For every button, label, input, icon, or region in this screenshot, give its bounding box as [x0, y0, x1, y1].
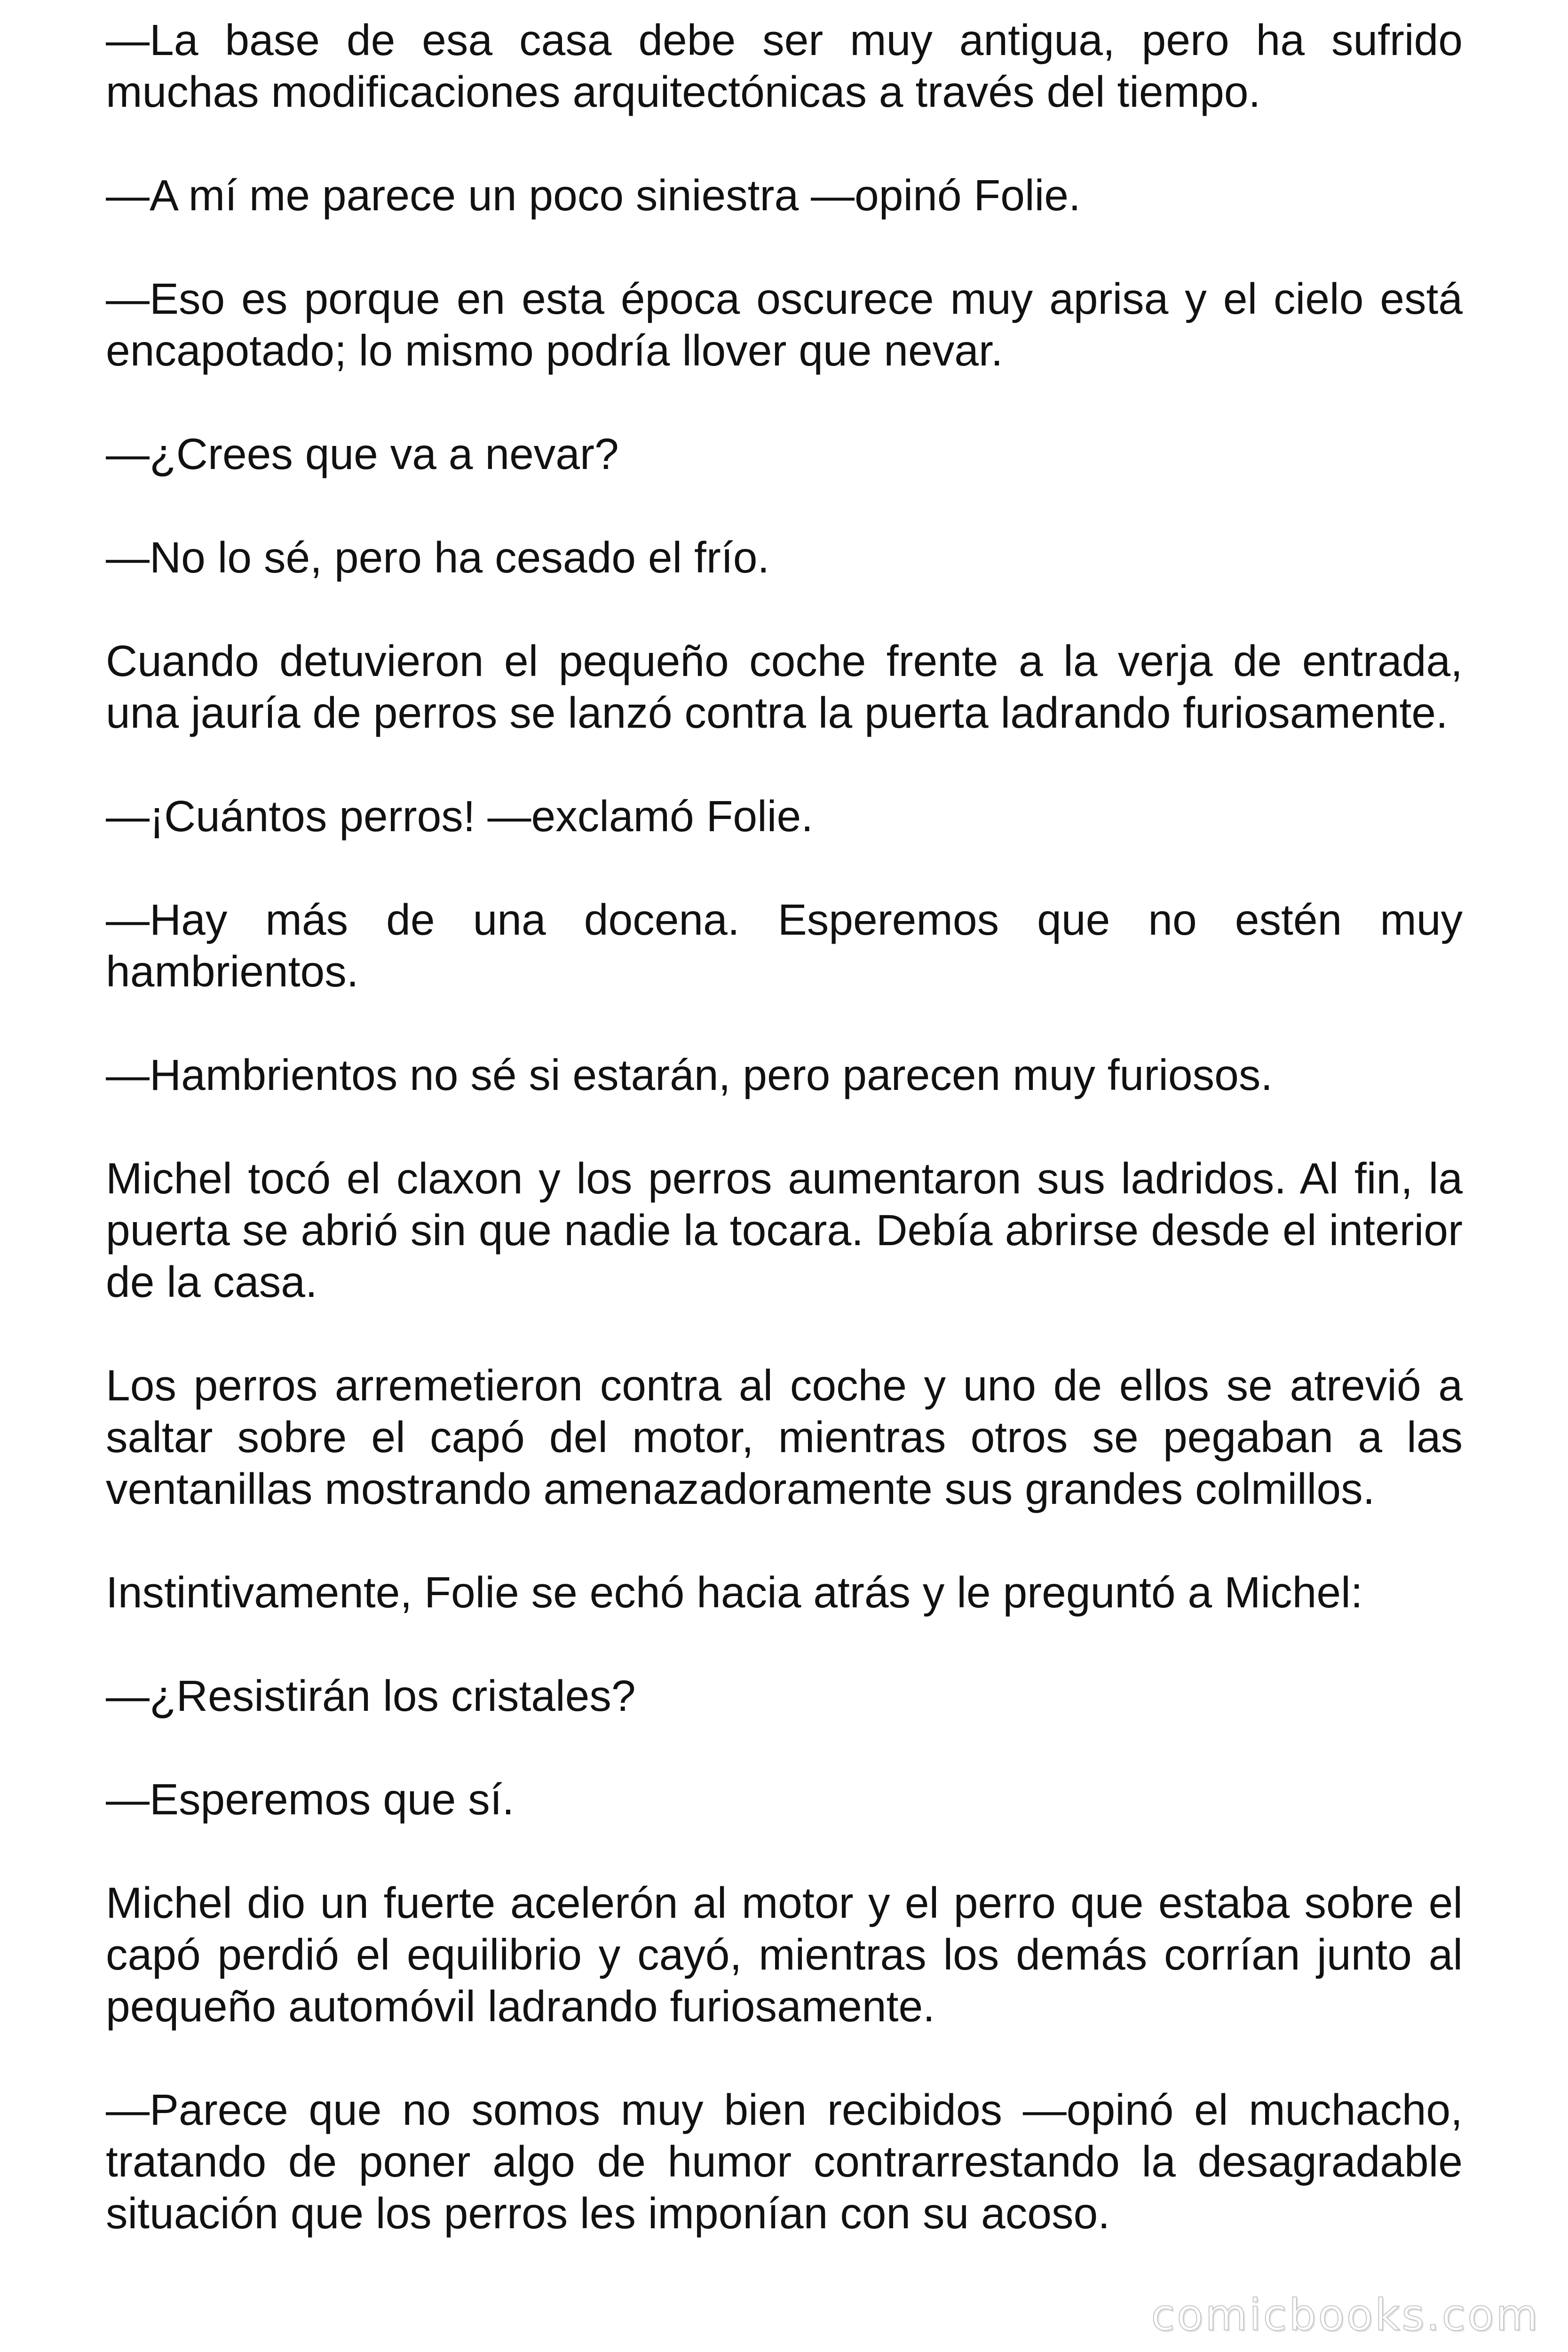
paragraph-6: Cuando detuvieron el pequeño coche frente a la verja de entrada, una jauría de perros se lanzó contra la puerta ladrando furiosamente. — [106, 636, 1463, 737]
paragraph-11: Los perros arremetieron contra al coche y uno de ellos se atrevió a saltar sobre el capó del motor, mientras otros se pegaban a las ventanillas mostrando amenazadoramente sus grandes colmillos. — [106, 1361, 1463, 1513]
paragraph-4: —¿Crees que va a nevar? — [106, 429, 619, 478]
document-body — [106, 14, 1463, 2239]
paragraph-16: —Parece que no somos muy bien recibidos —opinó el muchacho, tratando de poner algo de humor contrarrestando la desagradable situación que los perros les imponían con su acoso. — [106, 2085, 1463, 2238]
paragraph-3: —Eso es porque en esta época oscurece muy aprisa y el cielo está encapotado; lo mismo podría llover que nevar. — [106, 274, 1463, 375]
paragraph-14: —Esperemos que sí. — [106, 1775, 515, 1824]
paragraph-9: —Hambrientos no sé si estarán, pero parecen muy furiosos. — [106, 1050, 1273, 1099]
paragraph-5: —No lo sé, pero ha cesado el frío. — [106, 533, 770, 582]
paragraph-8: —Hay más de una docena. Esperemos que no estén muy hambrientos. — [106, 895, 1463, 996]
paragraph-1: —La base de esa casa debe ser muy antigua, pero ha sufrido muchas modificaciones arquitectónicas a través del tiempo. — [106, 16, 1463, 116]
watermark: comicbooks.com — [1151, 2290, 1540, 2340]
paragraph-10: Michel tocó el claxon y los perros aumentaron sus ladridos. Al fin, la puerta se abrió sin que nadie la tocara. Debía abrirse desde el interior de la casa. — [106, 1154, 1463, 1306]
paragraph-15: Michel dio un fuerte acelerón al motor y el perro que estaba sobre el capó perdió el equilibrio y cayó, mientras los demás corrían junto al pequeño automóvil ladrando furiosamente. — [106, 1878, 1463, 2031]
paragraph-2: —A mí me parece un poco siniestra —opinó Folie. — [106, 171, 1081, 220]
paragraph-7: —¡Cuántos perros! —exclamó Folie. — [106, 792, 814, 841]
paragraph-13: —¿Resistirán los cristales? — [106, 1671, 636, 1720]
paragraph-12: Instintivamente, Folie se echó hacia atrás y le preguntó a Michel: — [106, 1568, 1363, 1617]
